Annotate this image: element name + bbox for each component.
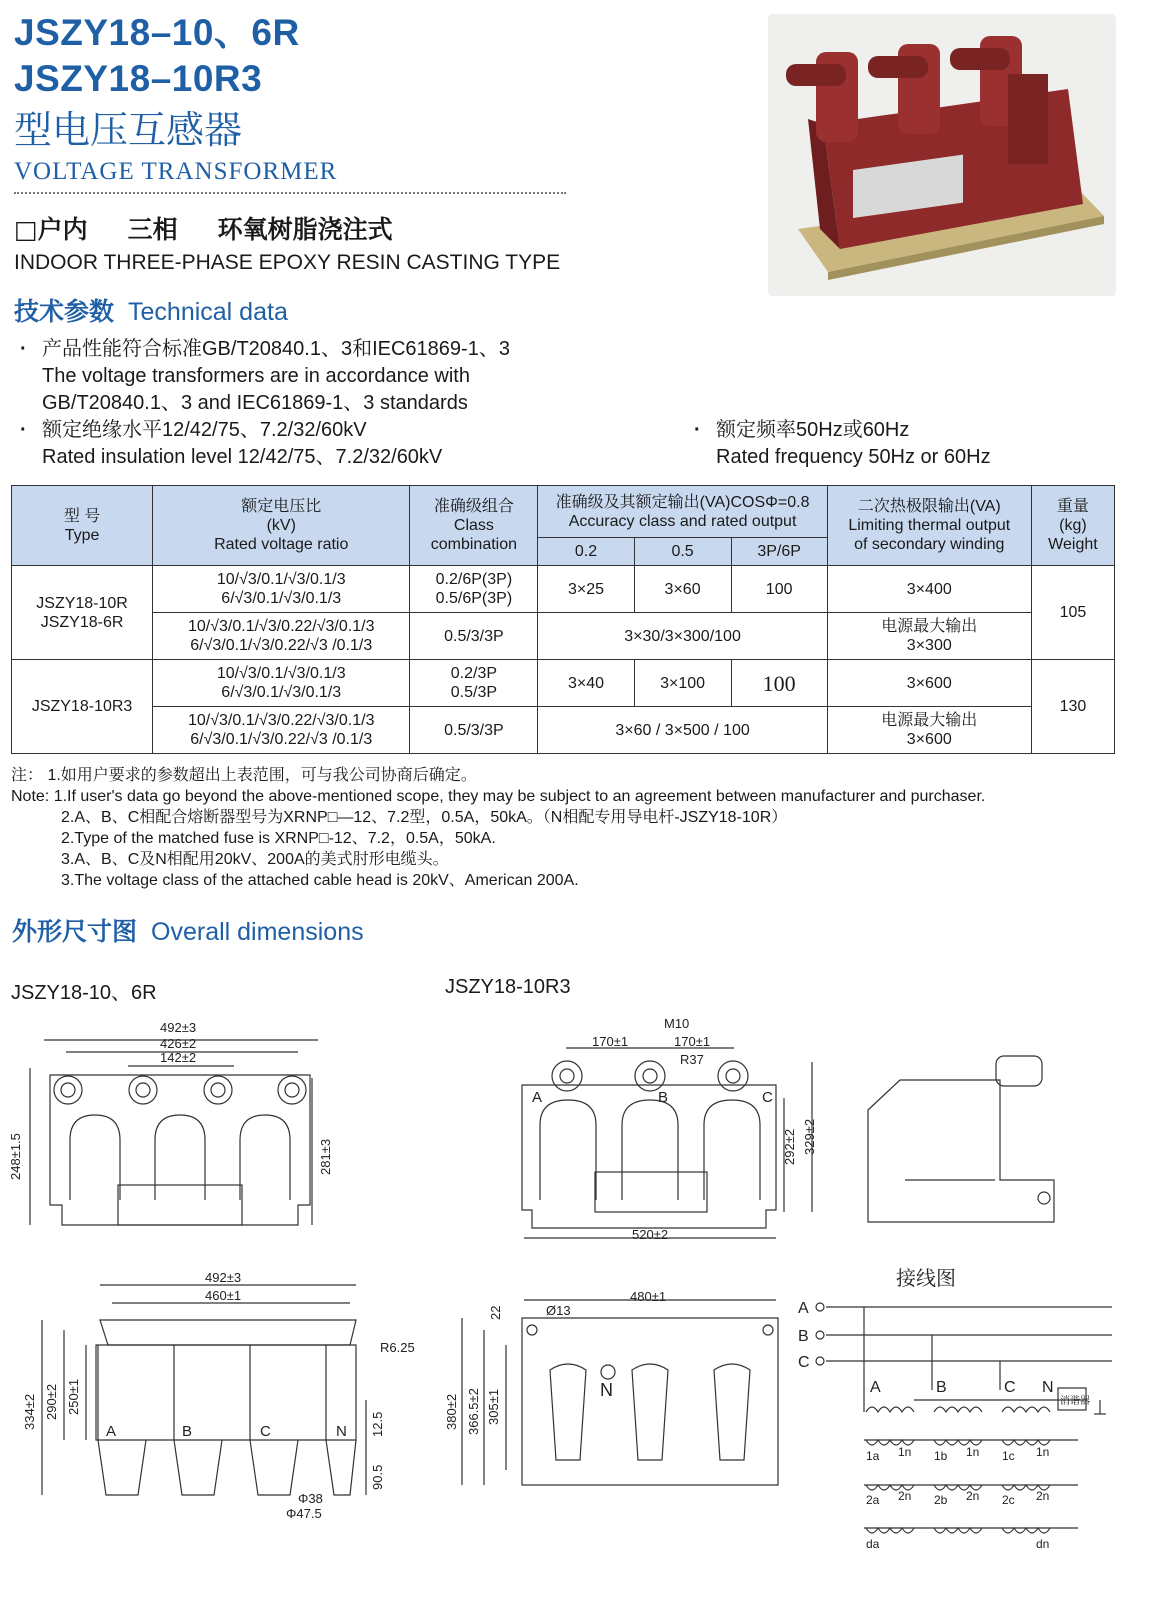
svg-text:2n: 2n [898,1489,912,1503]
bullet-frequency: · 额定频率50Hz或60Hz Rated frequency 50Hz or 60Hz [688,417,1118,471]
damper-label: 消谐器 [1060,1396,1090,1407]
svg-text:A: A [870,1379,881,1396]
svg-text:2n: 2n [1036,1489,1050,1503]
svg-text:B: B [936,1379,947,1396]
dim-460: 460±1 [205,1288,242,1303]
product-name-en: VOLTAGE TRANSFORMER [14,158,338,185]
col-class: 准确级组合 Class combination [410,486,538,566]
dim-170a: 170±1 [592,1034,629,1049]
table-row: JSZY18-10R JSZY18-6R 10/√3/0.1/√3/0.1/3 6/√3/0.1/√3/0.1/3 0.2/6P(3P) 0.5/6P(3P) 3×25 3×60 100 3×400 105 [12,566,1115,613]
dim-125: 12.5 [370,1411,385,1437]
svg-text:C: C [260,1423,271,1440]
bullet-insulation: · 额定绝缘水平12/42/75、7.2/32/60kV Rated insulation level 12/42/75、7.2/32/60kV [14,417,654,471]
svg-text:2b: 2b [934,1493,948,1507]
dim-22: 22 [488,1305,503,1320]
dimension-drawings [0,1000,1166,1619]
svg-text:2c: 2c [1002,1493,1015,1507]
dim-142: 142±2 [160,1050,197,1065]
col-acc-3p6p: 3P/6P [731,538,827,566]
dim-250: 250±1 [66,1378,81,1415]
svg-text:B: B [658,1089,669,1106]
tech-bullets-left [14,336,654,471]
dim-905: 90.5 [370,1464,385,1490]
col-acc-02: 0.2 [538,538,634,566]
dim-r625: R6.25 [380,1340,415,1355]
svg-text:C: C [798,1354,810,1371]
dim-m10: M10 [664,1016,690,1031]
dim-phi38: Φ38 [298,1491,323,1506]
right-side-view [868,1056,1054,1222]
dim-492: 492±3 [160,1020,197,1035]
dim-480: 480±1 [630,1289,667,1304]
left-top-view [30,1040,318,1225]
bullet-standard: · 产品性能符合标准GB/T20840.1、3和IEC61869-1、3 The voltage transformers are in accordance with GB/T20840.1、3 and IEC61869-1、3 standards [14,336,654,417]
svg-text:1n: 1n [966,1445,980,1459]
left-drawing-label: JSZY18-10、6R [11,982,157,1004]
dim-r37: R37 [680,1052,704,1067]
dim-305: 305±1 [486,1388,501,1425]
col-type: 型 号 Type [12,486,153,566]
svg-text:B: B [182,1423,193,1440]
svg-text:1n: 1n [898,1445,912,1459]
right-front-view [522,1048,812,1238]
col-acc-05: 0.5 [634,538,731,566]
dim-366: 366.5±2 [466,1388,481,1435]
svg-text:da: da [866,1537,880,1551]
left-bottom-view [42,1285,366,1495]
svg-text:N: N [336,1423,347,1440]
dim-290: 290±2 [44,1383,59,1420]
col-accuracy: 准确级及其额定输出(VA)COSΦ=0.8 Accuracy class and rated output [538,486,827,538]
svg-text:C: C [1004,1379,1016,1396]
spec-table [11,485,1115,754]
dims-section-title: 外形尺寸图 Overall dimensions [12,917,364,946]
title-divider [14,192,566,194]
model-title-1: JSZY18–10、6R [14,12,300,53]
dim-170b: 170±1 [674,1034,711,1049]
col-weight: 重量 (kg) Weight [1031,486,1114,566]
svg-text:A: A [798,1300,809,1317]
notes: 注： 1.如用户要求的参数超出上表范围，可与我公司协商后确定。 Note: 1.If user's data go beyond the above-mentioned scope, they may be subject to an agreement between manufacturer and purchaser. 2.A、B、C相配合熔断器型号为XRNP□—12、7.2型，0.5A，50kA。（N相配专用导电杆-JSZY18-10R） 2.Type of the matched fuse is XRNP□-12、7.2，0.5A，50kA. 3.A、B、C及N相配用20kV、200A的美式肘形电缆头。 3.The voltage class of the attached cable head is 20kV、American 200A. [11,767,986,889]
col-thermal: 二次热极限输出(VA) Limiting thermal output of secondary winding [827,486,1031,566]
wiring-diagram [816,1303,1112,1533]
dim-520: 520±2 [632,1227,669,1242]
svg-text:A: A [532,1089,543,1106]
type-en: INDOOR THREE-PHASE EPOXY RESIN CASTING TYPE [14,251,561,274]
svg-text:1a: 1a [866,1449,880,1463]
dim-380: 380±2 [444,1393,459,1430]
dim-334: 334±2 [22,1393,37,1430]
dim-292: 292±2 [782,1128,797,1165]
dim-phi475: Φ47.5 [286,1506,322,1521]
svg-text:B: B [798,1328,809,1345]
type-cn: □户内 三相 环氧树脂浇注式 [14,215,393,244]
phase-labels [106,1089,773,1440]
svg-text:N: N [1042,1379,1054,1396]
wiring-title: 接线图 [896,1268,956,1290]
dim-281: 281±3 [318,1138,333,1175]
table-row: JSZY18-10R3 10/√3/0.1/√3/0.1/3 6/√3/0.1/√3/0.1/3 0.2/3P 0.5/3P 3×40 3×100 100 3×600 130 [12,660,1115,707]
table-row: 10/√3/0.1/√3/0.22/√3/0.1/3 6/√3/0.1/√3/0.22/√3 /0.1/3 0.5/3/3P 3×60 / 3×500 / 100 电源最大输出 3×600 [12,707,1115,754]
svg-text:N: N [600,1380,613,1400]
dim-426: 426±2 [160,1036,197,1051]
svg-text:1n: 1n [1036,1445,1050,1459]
svg-text:dn: dn [1036,1537,1050,1551]
dim-248: 248±1.5 [8,1133,23,1180]
product-name-cn: 型电压互感器 [14,108,243,152]
right-drawing-label: JSZY18-10R3 [445,976,571,998]
tech-section-title: 技术参数 Technical data [14,297,288,326]
svg-text:2n: 2n [966,1489,980,1503]
tech-bullets-right [688,417,1118,471]
table-row: 10/√3/0.1/√3/0.22/√3/0.1/3 6/√3/0.1/√3/0.22/√3 /0.1/3 0.5/3/3P 3×30/3×300/100 电源最大输出 3×300 [12,613,1115,660]
svg-text:1c: 1c [1002,1449,1015,1463]
dim-492b: 492±3 [205,1270,242,1285]
product-photo [768,14,1116,296]
model-title-2: JSZY18–10R3 [14,58,263,99]
svg-text:1b: 1b [934,1449,948,1463]
svg-text:A: A [106,1423,117,1440]
svg-text:2a: 2a [866,1493,880,1507]
dim-13: Ø13 [546,1303,571,1318]
col-ratio: 额定电压比 (kV) Rated voltage ratio [153,486,410,566]
svg-text:C: C [762,1089,773,1106]
dim-329: 329±2 [802,1118,817,1155]
right-bottom-view [462,1300,778,1485]
